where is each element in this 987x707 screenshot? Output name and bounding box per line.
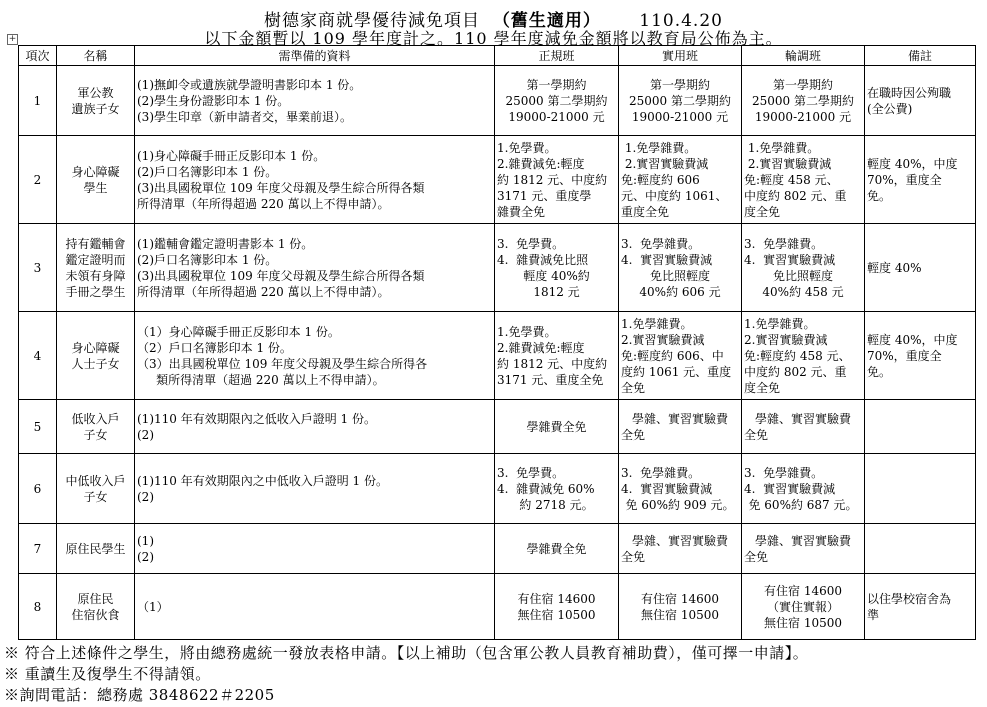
row-note-line: 輕度 40%，中度: [867, 156, 958, 171]
row-no: 8: [19, 574, 57, 640]
row-note: [865, 136, 976, 224]
row-rotation: [742, 224, 865, 312]
row-rotation: [742, 454, 865, 524]
row-regular-line: 2.雜費減免:輕度: [497, 340, 585, 355]
row-rotation-line: 全免: [744, 549, 769, 564]
row-name-line: 低收入戶: [71, 411, 120, 426]
row-docs-line: （2）戶口名簿影印本 1 份。: [137, 340, 292, 355]
row-regular-line: 學雜費全免: [526, 419, 587, 434]
row-name-line: 持有鑑輔會: [65, 236, 126, 251]
table-row: [19, 312, 976, 400]
table-row: [19, 66, 976, 136]
row-name: [57, 524, 135, 574]
row-note-line: 免。: [867, 364, 892, 379]
row-docs-line: (3)學生印章（新申請者交，畢業前退）。: [137, 109, 352, 124]
row-name-line: 中低收入戶: [65, 473, 126, 488]
page-subtitle: 以下金額暫以 109 學年度計之。110 學年度減免金額將以教育局公佈為主。: [204, 29, 783, 48]
row-docs-line: (2): [137, 427, 154, 442]
row-note-line: 免。: [867, 188, 892, 203]
header-regular: 正規班: [495, 46, 619, 66]
row-regular-line: 3171 元、重度全免: [497, 372, 604, 387]
row-practical-line: 重度全免: [621, 204, 670, 219]
row-practical-line: 3. 免學雜費。: [621, 236, 701, 251]
row-rotation: [742, 136, 865, 224]
row-name: [57, 400, 135, 454]
row-no: 7: [19, 524, 57, 574]
row-note: [865, 454, 976, 524]
row-regular-line: 1.免學費。: [497, 324, 557, 339]
row-practical-line: 4. 實習實驗費減: [621, 481, 713, 496]
row-practical-line: 1.免學雜費。: [621, 140, 697, 155]
row-name-line: 未領有身障: [65, 268, 126, 283]
subsidy-table: [18, 45, 976, 640]
row-practical: [619, 224, 742, 312]
row-rotation-line: 2.實習實驗費減: [744, 156, 832, 171]
row-docs-line: （3）出具國稅單位 109 年度父母親及學生綜合所得各: [137, 356, 428, 371]
row-rotation: [742, 574, 865, 640]
header-docs: 需準備的資料: [135, 46, 495, 66]
row-name-line: 原住民學生: [65, 541, 126, 556]
row-rotation-line: 免比照輕度: [772, 268, 833, 283]
row-note: [865, 312, 976, 400]
row-docs-line: (2): [137, 549, 154, 564]
row-practical-line: 免 60%約 909 元。: [625, 497, 735, 512]
row-docs-line: （1）身心障礙手冊正反影印本 1 份。: [137, 324, 340, 339]
row-name-line: 子女: [83, 489, 108, 504]
row-docs-line: (1)鑑輔會鑑定證明書影本 1 份。: [137, 236, 314, 251]
row-regular: [495, 574, 619, 640]
row-practical-line: 免:輕度約 606、中: [621, 348, 724, 363]
row-name: [57, 574, 135, 640]
row-docs: [135, 574, 495, 640]
header-no: 項次: [19, 46, 57, 66]
row-rotation-line: 4. 實習實驗費減: [744, 481, 836, 496]
row-no: 5: [19, 400, 57, 454]
title-date: 110.4.20: [639, 11, 723, 31]
table-row: [19, 574, 976, 640]
row-rotation-line: 第一學期約: [772, 77, 833, 92]
row-docs-line: 所得清單（年所得超過 220 萬以上不得申請）。: [137, 284, 390, 299]
row-practical-line: 19000-21000 元: [631, 109, 729, 124]
footnote-apply: ※ 符合上述條件之學生，將由總務處統一發放表格申請。【以上補助（包含軍公教人員教育補助費），僅可擇一申請】。: [4, 644, 809, 662]
row-regular-line: 無住宿 10500: [517, 607, 596, 622]
row-name-line: 遺族子女: [71, 101, 120, 116]
row-docs-line: (1)110 年有效期限內之中低收入戶證明 1 份。: [137, 473, 388, 488]
footnote-contact: ※詢問電話：總務處 3848622＃2205: [4, 686, 275, 704]
row-practical-line: 全免: [621, 380, 646, 395]
row-practical-line: 無住宿 10500: [641, 607, 719, 622]
row-regular-line: 約 2718 元。: [519, 497, 594, 512]
row-name-line: 身心障礙: [71, 164, 120, 179]
row-note-line: 70%，重度全: [867, 348, 942, 363]
row-name-line: 住宿伙食: [71, 607, 120, 622]
row-practical-line: 學雜、實習實驗費: [631, 411, 728, 426]
table-row: [19, 454, 976, 524]
row-practical: [619, 66, 742, 136]
row-regular: [495, 454, 619, 524]
row-no: 2: [19, 136, 57, 224]
row-name: [57, 454, 135, 524]
row-regular-line: 第一學期約: [526, 77, 587, 92]
row-practical-line: 4. 實習實驗費減: [621, 252, 713, 267]
row-note: [865, 400, 976, 454]
row-docs: [135, 136, 495, 224]
row-practical-line: 2.實習實驗費減: [621, 156, 709, 171]
row-docs: [135, 524, 495, 574]
row-regular: [495, 400, 619, 454]
row-rotation-line: 有住宿 14600: [764, 583, 842, 598]
footnote-repeat: ※ 重讀生及復學生不得請領。: [4, 665, 211, 683]
row-regular-line: 約 1812 元、中度約: [497, 356, 608, 371]
row-docs-line: (3)出具國稅單位 109 年度父母親及學生綜合所得各類: [137, 268, 425, 283]
row-no: 6: [19, 454, 57, 524]
row-practical-line: 免比照輕度: [649, 268, 710, 283]
row-name: [57, 312, 135, 400]
row-note-line: 以住學校宿舍為: [867, 591, 952, 606]
row-rotation-line: 免:輕度約 458 元、: [744, 348, 851, 363]
table-header-row: [19, 46, 976, 66]
row-rotation: [742, 312, 865, 400]
row-regular-line: 有住宿 14600: [517, 591, 596, 606]
row-note-line: 70%，重度全: [867, 172, 942, 187]
row-rotation-line: 25000 第二學期約: [752, 93, 854, 108]
row-practical-line: 2.實習實驗費減: [621, 332, 705, 347]
row-docs-line: (2)學生身份證影印本 1 份。: [137, 93, 290, 108]
row-regular-line: 學雜費全免: [526, 541, 587, 556]
row-name-line: 子女: [83, 427, 108, 442]
row-regular: [495, 524, 619, 574]
row-rotation-line: 無住宿 10500: [764, 615, 842, 630]
row-practical-line: 全免: [621, 427, 646, 442]
row-docs-line: 類所得清單（超過 220 萬以上不得申請）。: [137, 372, 385, 387]
row-no: 4: [19, 312, 57, 400]
row-regular: [495, 136, 619, 224]
header-note: 備註: [865, 46, 976, 66]
row-rotation-line: 全免: [744, 427, 769, 442]
row-docs: [135, 454, 495, 524]
row-rotation: [742, 66, 865, 136]
row-practical-line: 免:輕度約 606: [621, 172, 700, 187]
row-rotation-line: 40%約 458 元: [762, 284, 844, 299]
row-practical-line: 40%約 606 元: [639, 284, 721, 299]
row-docs: [135, 312, 495, 400]
row-docs: [135, 224, 495, 312]
row-note: [865, 574, 976, 640]
header-rotation: 輪調班: [742, 46, 865, 66]
row-practical: [619, 312, 742, 400]
row-practical-line: 有住宿 14600: [641, 591, 719, 606]
row-docs-line: (2)戶口名簿影印本 1 份。: [137, 252, 278, 267]
row-practical: [619, 574, 742, 640]
row-practical: [619, 524, 742, 574]
row-docs-line: （1）: [137, 599, 169, 614]
row-regular-line: 25000 第二學期約: [505, 93, 608, 108]
row-note-line: 準: [867, 607, 880, 622]
row-docs-line: (2)戶口名簿影印本 1 份。: [137, 164, 278, 179]
row-note-line: 輕度 40%，中度: [867, 332, 958, 347]
row-rotation-line: 中度約 802 元、重: [744, 364, 847, 379]
row-rotation-line: 學雜、實習實驗費: [754, 533, 851, 548]
row-practical: [619, 136, 742, 224]
row-regular-line: 3. 免學費。: [497, 236, 565, 251]
row-name: [57, 224, 135, 312]
row-docs: [135, 66, 495, 136]
row-no: 1: [19, 66, 57, 136]
row-practical-line: 25000 第二學期約: [629, 93, 731, 108]
row-regular-line: 1.免學費。: [497, 140, 557, 155]
table-row: [19, 224, 976, 312]
row-rotation-line: 2.實習實驗費減: [744, 332, 828, 347]
row-rotation-line: 3. 免學雜費。: [744, 236, 824, 251]
row-name-line: 身心障礙: [71, 340, 120, 355]
row-rotation-line: 學雜、實習實驗費: [754, 411, 851, 426]
row-rotation-line: 3. 免學雜費。: [744, 465, 824, 480]
header-name: 名稱: [57, 46, 135, 66]
row-regular-line: 4. 雜費減免 60%: [497, 481, 595, 496]
row-docs-line: 所得清單（年所得超過 220 萬以上不得申請）。: [137, 196, 390, 211]
row-docs-line: (1)撫卹令或遺族就學證明書影印本 1 份。: [137, 77, 362, 92]
table-row: [19, 136, 976, 224]
row-docs-line: (1)110 年有效期限內之低收入戶證明 1 份。: [137, 411, 376, 426]
row-rotation-line: 1.免學雜費。: [744, 316, 816, 331]
row-note: [865, 524, 976, 574]
row-rotation-line: 4. 實習實驗費減: [744, 252, 836, 267]
row-name-line: 手冊之學生: [65, 284, 126, 299]
row-regular-line: 3171 元、重度學: [497, 188, 592, 203]
title-main: 樹德家商就學優待減免項目: [264, 11, 481, 31]
row-practical-line: 第一學期約: [649, 77, 710, 92]
row-name-line: 學生: [83, 180, 108, 195]
row-docs-line: (1)身心障礙手冊正反影印本 1 份。: [137, 148, 326, 163]
row-practical-line: 全免: [621, 549, 646, 564]
row-regular-line: 2.雜費減免:輕度: [497, 156, 585, 171]
row-practical-line: 元、中度約 1061、: [621, 188, 728, 203]
row-practical: [619, 400, 742, 454]
row-rotation-line: 中度約 802 元、重: [744, 188, 847, 203]
row-docs-line: (3)出具國稅單位 109 年度父母親及學生綜合所得各類: [137, 180, 425, 195]
row-regular-line: 雜費全免: [497, 204, 546, 219]
row-no: 3: [19, 224, 57, 312]
row-regular-line: 3. 免學費。: [497, 465, 565, 480]
row-regular: [495, 224, 619, 312]
row-name-line: 軍公教: [77, 85, 114, 100]
row-note-line: (全公費): [867, 101, 913, 116]
row-practical-line: 學雜、實習實驗費: [631, 533, 728, 548]
row-practical: [619, 454, 742, 524]
row-rotation: [742, 400, 865, 454]
row-docs: [135, 400, 495, 454]
title-tag: （舊生適用）: [492, 11, 601, 31]
row-name: [57, 136, 135, 224]
row-regular-line: 4. 雜費減免比照: [497, 252, 589, 267]
row-regular: [495, 66, 619, 136]
row-note: [865, 66, 976, 136]
row-regular-line: 19000-21000 元: [508, 109, 605, 124]
row-docs-line: (1): [137, 533, 154, 548]
row-regular-line: 輕度 40%約: [523, 268, 590, 283]
row-rotation-line: （實住實報）: [766, 599, 839, 614]
row-practical-line: 度約 1061 元、重度: [621, 364, 732, 379]
row-rotation-line: 19000-21000 元: [754, 109, 852, 124]
row-note-line: 輕度 40%: [867, 260, 922, 275]
row-rotation-line: 免 60%約 687 元。: [748, 497, 858, 512]
header-practical: 實用班: [619, 46, 742, 66]
row-rotation-line: 免:輕度 458 元、: [744, 172, 839, 187]
row-name: [57, 66, 135, 136]
row-note-line: 在職時因公殉職: [867, 85, 952, 100]
row-name-line: 人士子女: [71, 356, 120, 371]
row-rotation-line: 度全免: [744, 380, 781, 395]
row-practical-line: 3. 免學雜費。: [621, 465, 701, 480]
row-rotation-line: 度全免: [744, 204, 781, 219]
row-name-line: 原住民: [77, 591, 114, 606]
row-regular-line: 約 1812 元、中度約: [497, 172, 608, 187]
row-note: [865, 224, 976, 312]
row-rotation-line: 1.免學雜費。: [744, 140, 820, 155]
table-row: [19, 400, 976, 454]
row-regular: [495, 312, 619, 400]
table-row: [19, 524, 976, 574]
row-regular-line: 1812 元: [533, 284, 580, 299]
row-rotation: [742, 524, 865, 574]
row-docs-line: (2): [137, 489, 154, 504]
table-move-handle-icon[interactable]: +: [8, 34, 17, 44]
row-name-line: 鑑定證明而: [65, 252, 126, 267]
row-practical-line: 1.免學雜費。: [621, 316, 693, 331]
